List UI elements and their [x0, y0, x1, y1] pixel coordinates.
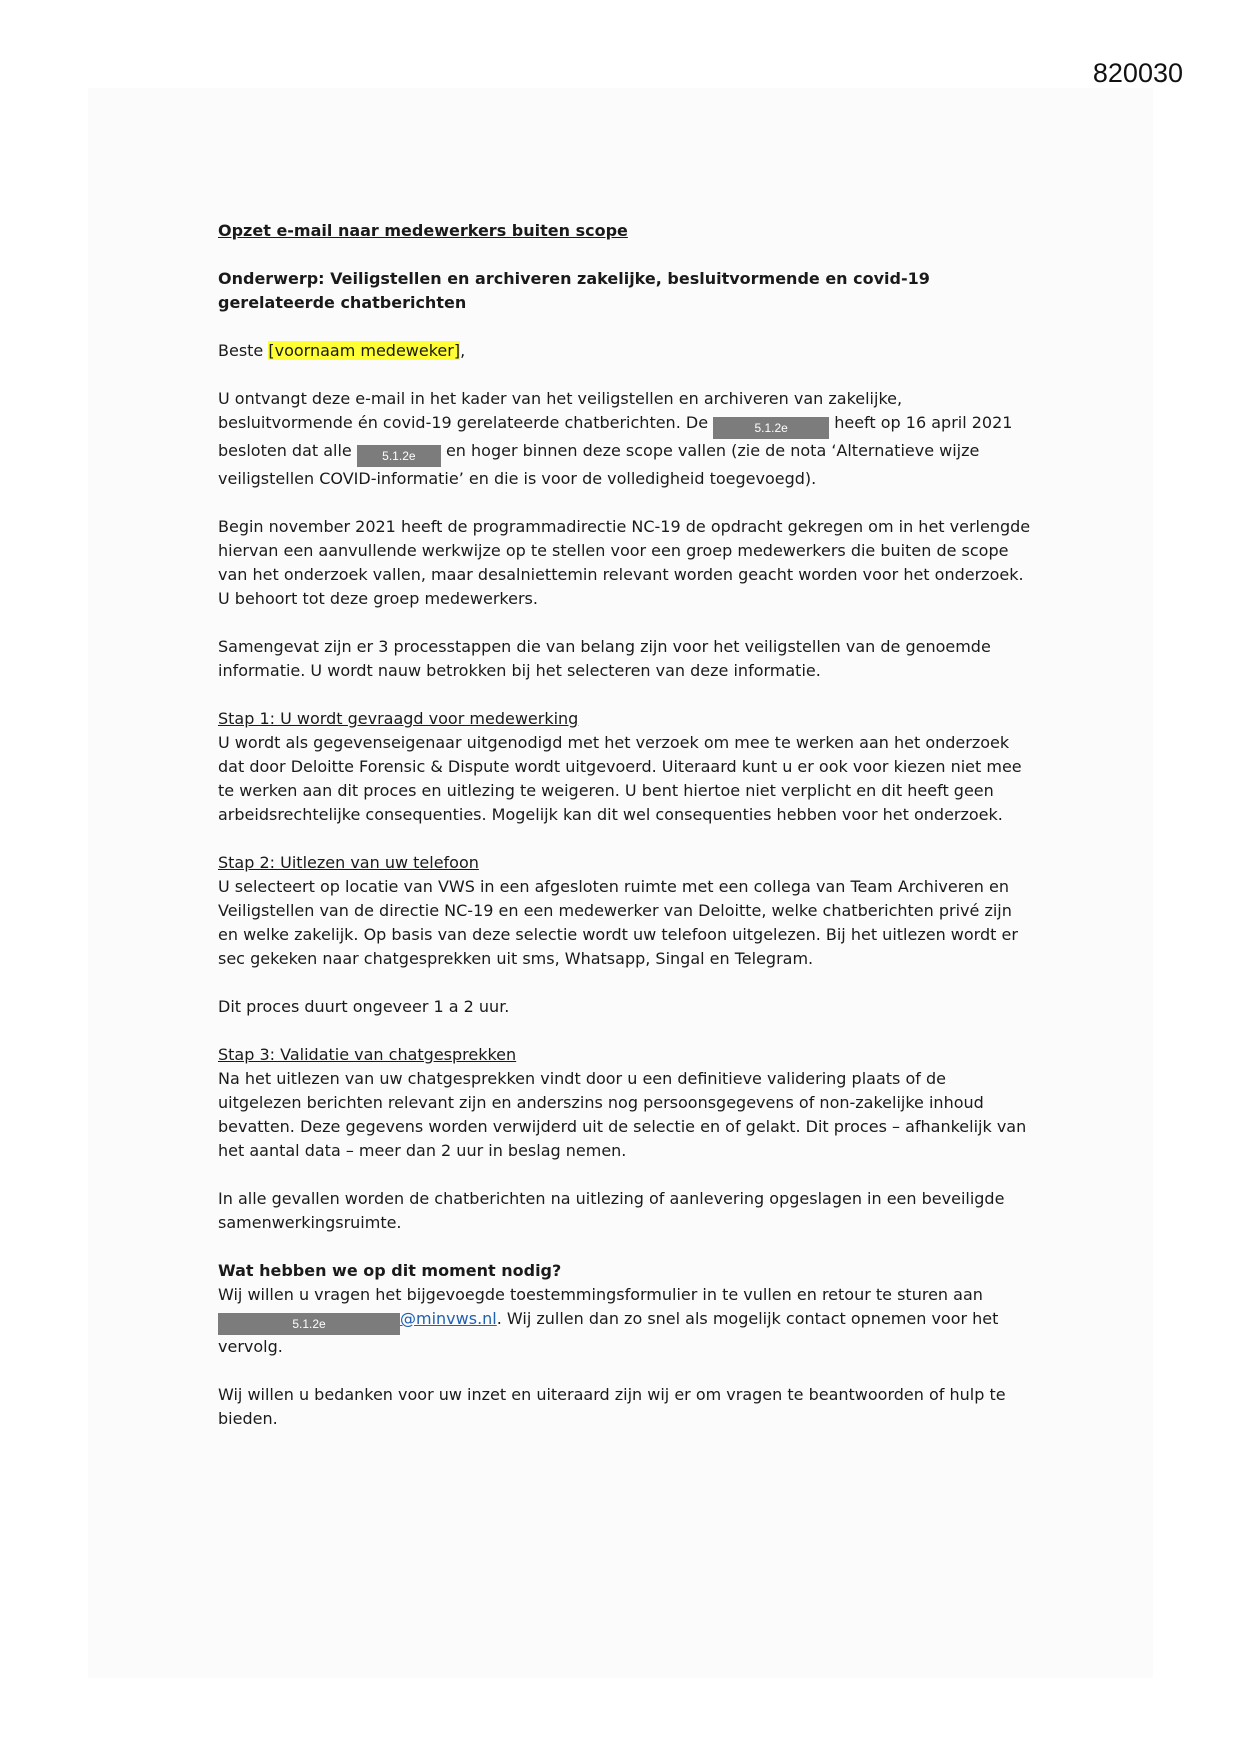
step-3 — [218, 1043, 1033, 1163]
greeting-prefix: Beste — [218, 341, 269, 360]
document-title: Opzet e-mail naar medewerkers buiten scope — [218, 221, 628, 240]
storage-paragraph: In alle gevallen worden de chatberichten na uitlezing of aanlevering opgeslagen in een beveiligde samenwerkingsruimte. — [218, 1189, 1005, 1232]
document-number: 820030 — [1092, 58, 1183, 88]
redaction-box: 5.1.2e — [713, 417, 829, 439]
request-text-2: . Wij zullen dan zo snel als mogelijk contact opnemen voor het vervolg. — [218, 1309, 999, 1356]
email-link[interactable]: @minvws.nl — [400, 1309, 497, 1328]
redaction-box: 5.1.2e — [218, 1313, 400, 1335]
step-body: U wordt als gegevenseigenaar uitgenodigd met het verzoek om mee te werken aan het onderzoek dat door Deloitte Forensic & Dispute wordt uitgevoerd. Uiteraard kunt u er ook voor kiezen niet mee te werken aan dit proces en uitlezing te weigeren. U bent hiertoe niet verplicht en dit heeft geen arbeidsrechtelijke consequenties. Mogelijk kan dit wel consequenties hebben voor het onderzoek. — [218, 733, 1022, 824]
request-paragraph — [218, 1259, 1033, 1359]
step-body: Na het uitlezen van uw chatgesprekken vindt door u een definitieve validering plaats of de uitgelezen berichten relevant zijn en anderszins nog persoonsgegevens of non-zakelijke inhoud bevatten. Deze gegevens worden verwijderd uit de selectie en of gelakt. Dit proces – afhankelijk van het aantal data – meer dan 2 uur in beslag nemen. — [218, 1069, 1027, 1160]
intro-paragraph — [218, 387, 1033, 491]
intro-text-3: en hoger binnen deze scope vallen (zie de nota ‘Alternatieve wijze veiligstellen COVID-informatie’ en die is voor de volledigheid toegevoegd). — [218, 441, 980, 488]
step-2-duration: Dit proces duurt ongeveer 1 a 2 uur. — [218, 997, 510, 1016]
step-heading: Stap 2: Uitlezen van uw telefoon — [218, 853, 479, 872]
greeting — [218, 339, 1033, 363]
closing-paragraph: Wij willen u bedanken voor uw inzet en uiteraard zijn wij er om vragen te beantwoorden of hulp te bieden. — [218, 1385, 1006, 1428]
context-paragraph: Begin november 2021 heeft de programmadirectie NC-19 de opdracht gekregen om in het verlengde hiervan een aanvullende werkwijze op te stellen voor een groep medewerkers die buiten de scope van het onderzoek vallen, maar desalniettemin relevant worden geacht worden voor het onderzoek. U behoort tot deze groep medewerkers. — [218, 517, 1031, 608]
step-heading: Stap 1: U wordt gevraagd voor medewerking — [218, 709, 579, 728]
email-draft — [218, 219, 1033, 1455]
recipient-name-placeholder: [voornaam medeweker] — [268, 341, 461, 360]
intro-text-2: heeft op 16 april 2021 besloten dat alle — [218, 413, 1013, 460]
step-heading: Stap 3: Validatie van chatgesprekken — [218, 1045, 517, 1064]
request-text-1: Wij willen u vragen het bijgevoegde toestemmingsformulier in te vullen en retour te sturen aan — [218, 1285, 983, 1304]
intro-text-1: U ontvangt deze e-mail in het kader van het veiligstellen en archiveren van zakelijke, besluitvormende én covid-19 gerelateerde chatberichten. De — [218, 389, 903, 432]
redaction-box: 5.1.2e — [357, 445, 441, 467]
step-2 — [218, 851, 1033, 971]
step-body: U selecteert op locatie van VWS in een afgesloten ruimte met een collega van Team Archiveren en Veiligstellen van de directie NC-19 en een medewerker van Deloitte, welke chatberichten privé zijn en welke zakelijk. Op basis van deze selectie wordt uw telefoon uitgelezen. Bij het uitlezen wordt er sec gekeken naar chatgesprekken uit sms, Whatsapp, Singal en Telegram. — [218, 877, 1018, 968]
summary-paragraph: Samengevat zijn er 3 processtappen die van belang zijn voor het veiligstellen van de genoemde informatie. U wordt nauw betrokken bij het selecteren van deze informatie. — [218, 637, 991, 680]
greeting-suffix: , — [460, 341, 466, 360]
step-1 — [218, 707, 1033, 827]
request-heading: Wat hebben we op dit moment nodig? — [218, 1261, 562, 1280]
email-subject: Onderwerp: Veiligstellen en archiveren zakelijke, besluitvormende en covid-19 gerelateerde chatberichten — [218, 269, 930, 312]
